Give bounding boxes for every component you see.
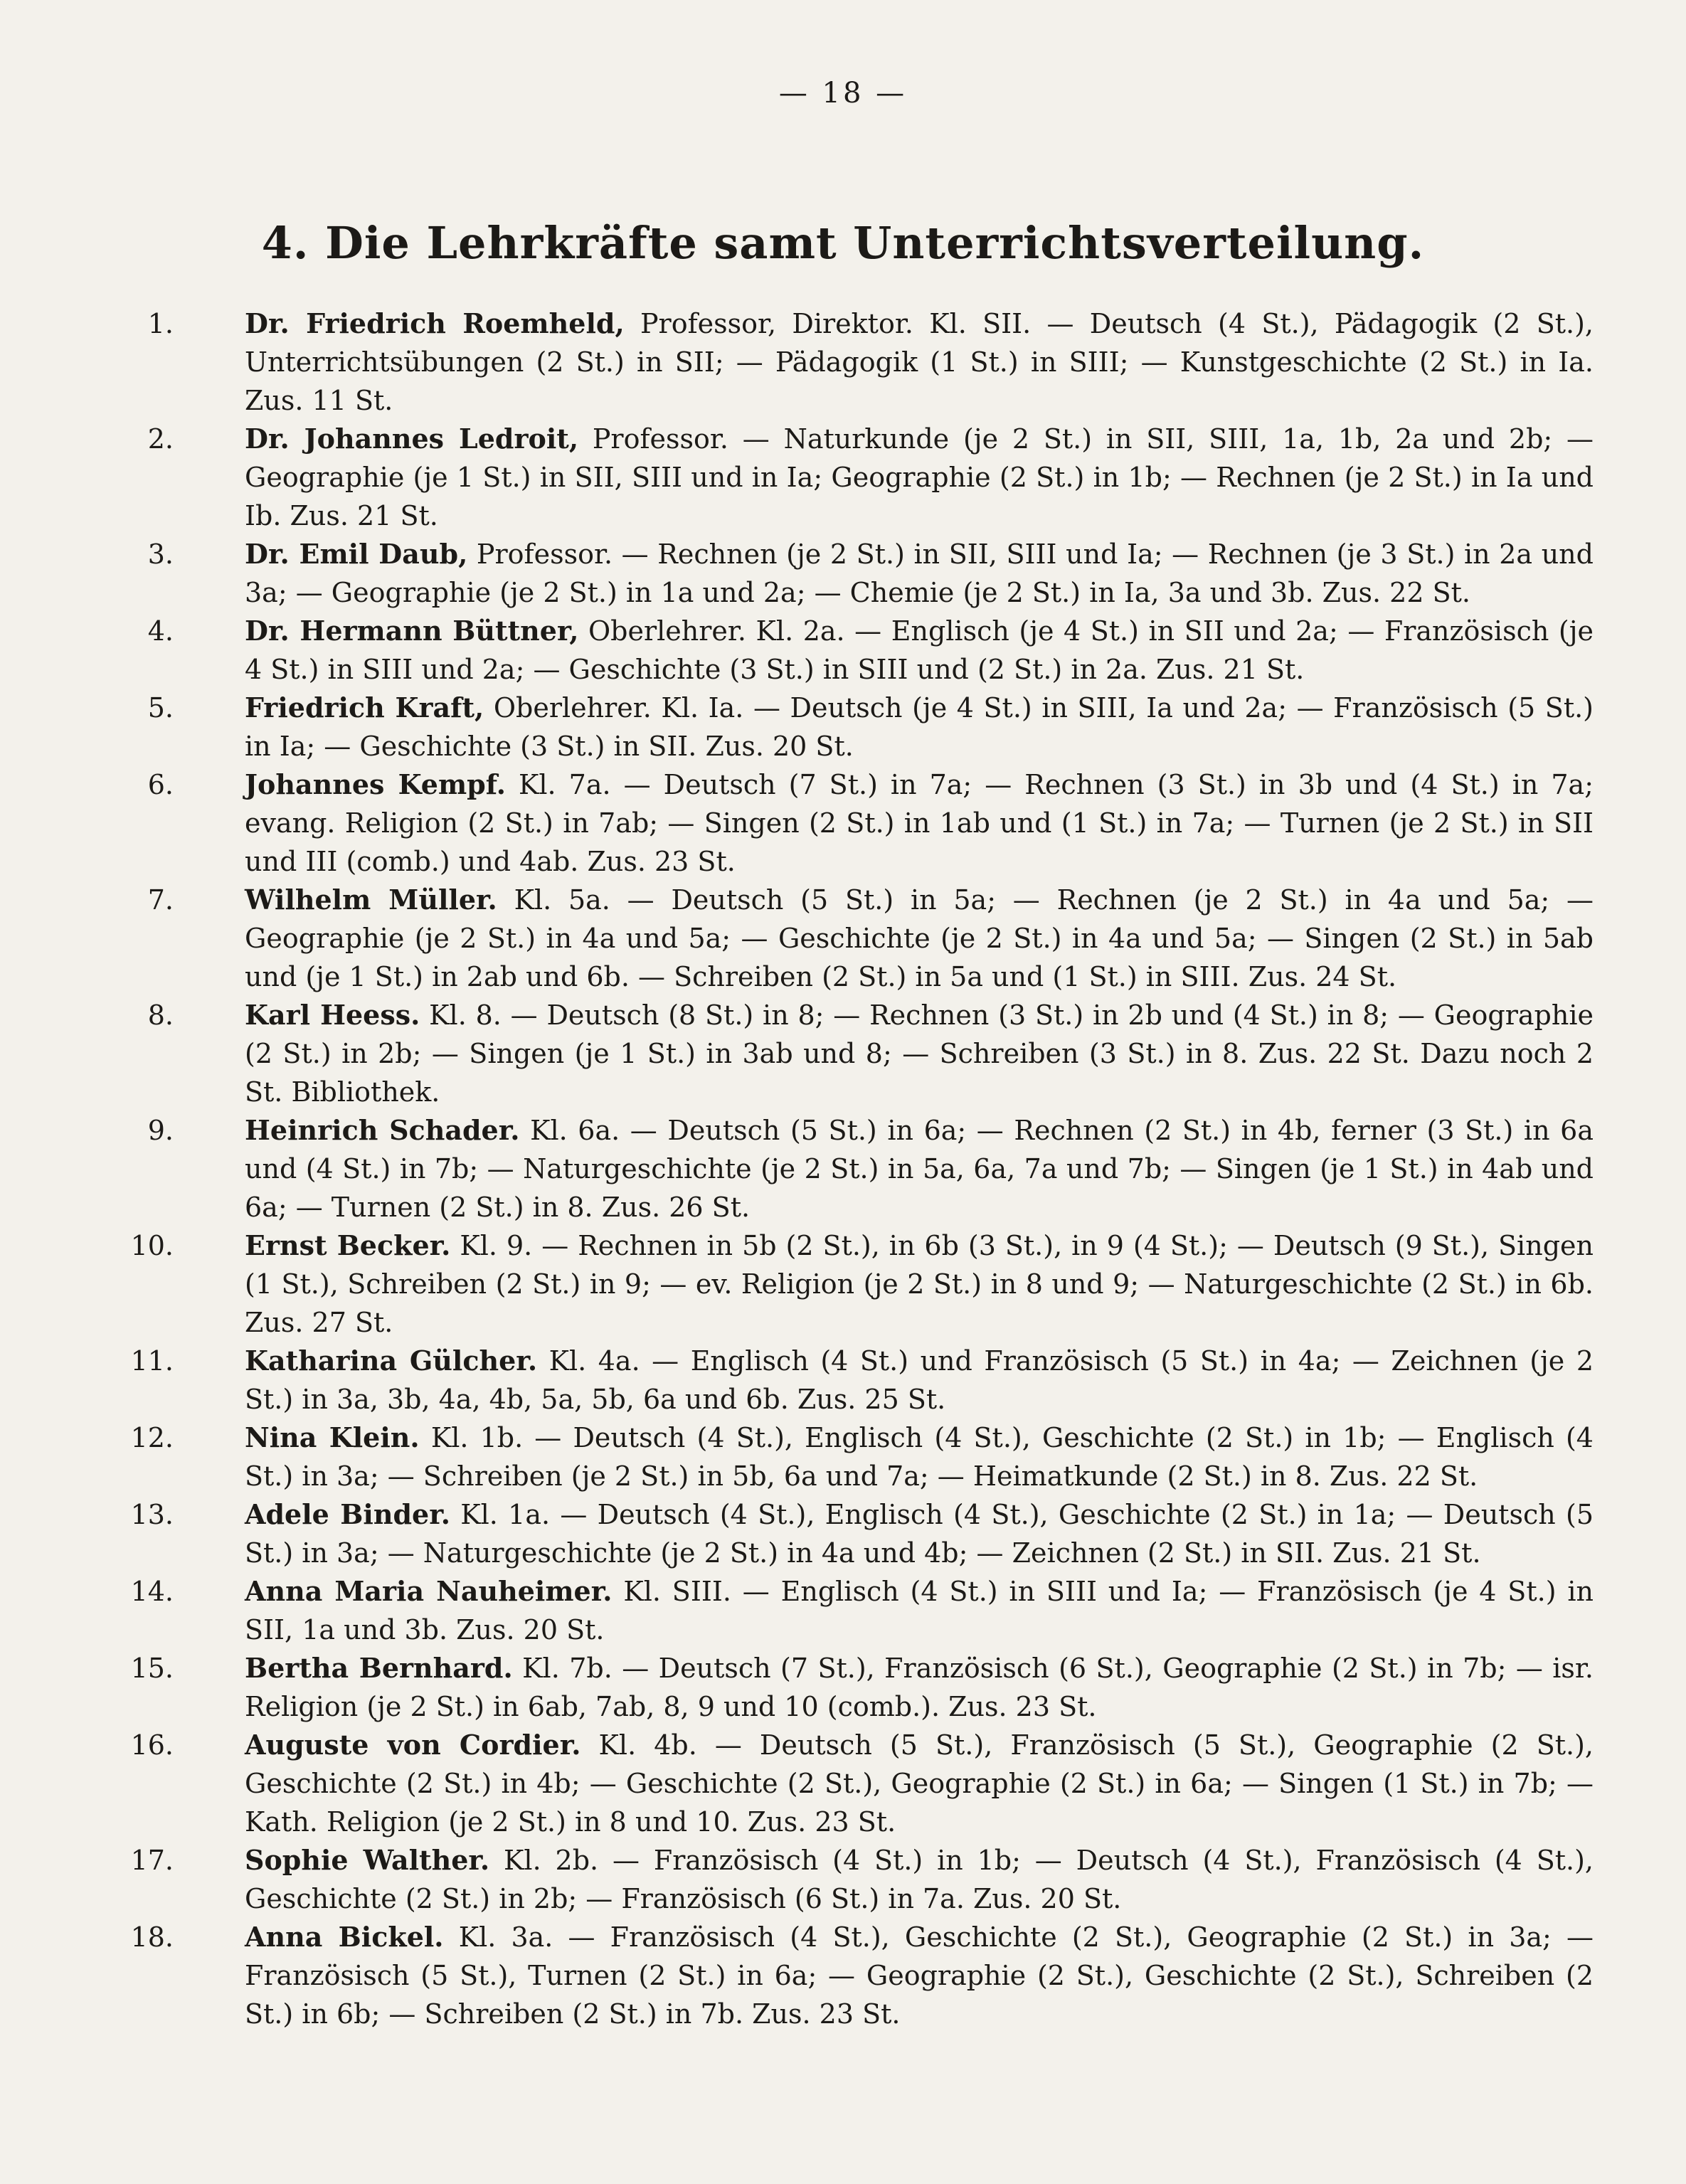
- teacher-entry: [85, 1226, 1594, 1342]
- teacher-entry: [85, 1111, 1594, 1226]
- entry-number: 7.: [147, 884, 174, 916]
- teacher-entry: [85, 535, 1594, 612]
- teacher-name: Adele Binder.: [245, 1498, 450, 1530]
- teacher-entry: [85, 1841, 1594, 1918]
- page-number: — 18 —: [778, 77, 908, 110]
- teacher-assignments: Kl. SIII. — Englisch (4 St.) in SIII und Ia; — Französisch (je 4 St.) in SII, 1a und 3b. Zus. 20 St.: [245, 1576, 1594, 1645]
- teacher-list: [85, 304, 1594, 2033]
- teacher-name: Auguste von Cordier.: [245, 1729, 581, 1761]
- teacher-assignments: Oberlehrer. Kl. Ia. — Deutsch (je 4 St.) in SIII, Ia und 2a; — Französisch (5 St.) in Ia; — Geschichte (3 St.) in SII. Zus. 20 St.: [245, 692, 1594, 762]
- entry-number: 2.: [147, 423, 174, 455]
- teacher-assignments: Professor, Direktor. Kl. SII. — Deutsch (4 St.), Pädagogik (2 St.), Unterrichtsübungen (2 St.) in SII; — Pädagogik (1 St.) in SIII; — Kunstgeschichte (2 St.) in Ia. Zus. 11 St.: [245, 308, 1594, 416]
- entry-number: 4.: [147, 615, 174, 647]
- teacher-name: Katharina Gülcher.: [245, 1345, 538, 1377]
- teacher-entry: [85, 1918, 1594, 2033]
- teacher-entry: [85, 612, 1594, 689]
- entry-number: 3.: [147, 539, 174, 570]
- teacher-assignments: Kl. 9. — Rechnen in 5b (2 St.), in 6b (3 St.), in 9 (4 St.); — Deutsch (9 St.), Singen (1 St.), Schreiben (2 St.) in 9; — ev. Religion (je 2 St.) in 8 und 9; — Naturgeschichte (2 St.) in 6b. Zus. 27 St.: [245, 1230, 1594, 1338]
- teacher-entry: [85, 1419, 1594, 1495]
- teacher-name: Ernst Becker.: [245, 1229, 451, 1261]
- entry-number: 10.: [130, 1230, 174, 1261]
- entry-number: 5.: [147, 692, 174, 723]
- teacher-name: Sophie Walther.: [245, 1844, 490, 1876]
- entry-number: 14.: [130, 1576, 174, 1607]
- teacher-entry: [85, 881, 1594, 996]
- teacher-entry: [85, 1572, 1594, 1649]
- teacher-assignments: Oberlehrer. Kl. 2a. — Englisch (je 4 St.) in SII und 2a; — Französisch (je 4 St.) in SIII und 2a; — Geschichte (3 St.) in SIII und (2 St.) in 2a. Zus. 21 St.: [245, 615, 1594, 685]
- teacher-name: Heinrich Schader.: [245, 1114, 520, 1146]
- teacher-name: Nina Klein.: [245, 1421, 420, 1453]
- teacher-assignments: Kl. 1b. — Deutsch (4 St.), Englisch (4 St.), Geschichte (2 St.) in 1b; — Englisch (4 St.) in 3a; — Schreiben (je 2 St.) in 5b, 6a und 7a; — Heimatkunde (2 St.) in 8. Zus. 22 St.: [245, 1422, 1594, 1492]
- teacher-assignments: Kl. 4a. — Englisch (4 St.) und Französisch (5 St.) in 4a; — Zeichnen (je 2 St.) in 3a, 3b, 4a, 4b, 5a, 5b, 6a und 6b. Zus. 25 St.: [245, 1345, 1594, 1415]
- teacher-name: Karl Heess.: [245, 999, 420, 1031]
- teacher-assignments: Kl. 6a. — Deutsch (5 St.) in 6a; — Rechnen (2 St.) in 4b, ferner (3 St.) in 6a und (4 St.) in 7b; — Naturgeschichte (je 2 St.) in 5a, 6a, 7a und 7b; — Singen (je 1 St.) in 4ab und 6a; — Turnen (2 St.) in 8. Zus. 26 St.: [245, 1115, 1594, 1223]
- teacher-assignments: Kl. 3a. — Französisch (4 St.), Geschichte (2 St.), Geographie (2 St.) in 3a; — Französisch (5 St.), Turnen (2 St.) in 6a; — Geographie (2 St.), Geschichte (2 St.), Schreiben (2 St.) in 6b; — Schreiben (2 St.) in 7b. Zus. 23 St.: [245, 1921, 1594, 2030]
- entry-number: 1.: [147, 308, 174, 339]
- teacher-assignments: Kl. 2b. — Französisch (4 St.) in 1b; — Deutsch (4 St.), Französisch (4 St.), Geschichte (2 St.) in 2b; — Französisch (6 St.) in 7a. Zus. 20 St.: [245, 1845, 1594, 1914]
- teacher-name: Johannes Kempf.: [245, 768, 506, 800]
- teacher-entry: [85, 765, 1594, 881]
- entry-number: 17.: [130, 1845, 174, 1876]
- section-title: 4. Die Lehrkräfte samt Unterrichtsverteilung.: [261, 217, 1425, 269]
- teacher-name: Anna Maria Nauheimer.: [245, 1575, 613, 1607]
- teacher-assignments: Kl. 7b. — Deutsch (7 St.), Französisch (6 St.), Geographie (2 St.) in 7b; — isr. Religion (je 2 St.) in 6ab, 7ab, 8, 9 und 10 (comb.). Zus. 23 St.: [245, 1653, 1594, 1722]
- teacher-assignments: Kl. 7a. — Deutsch (7 St.) in 7a; — Rechnen (3 St.) in 3b und (4 St.) in 7a; evang. Religion (2 St.) in 7ab; — Singen (2 St.) in 1ab und (1 St.) in 7a; — Turnen (je 2 St.) in SII und III (comb.) und 4ab. Zus. 23 St.: [245, 769, 1594, 877]
- entry-number: 13.: [130, 1499, 174, 1530]
- teacher-name: Dr. Hermann Büttner,: [245, 615, 579, 647]
- teacher-assignments: Professor. — Rechnen (je 2 St.) in SII, SIII und Ia; — Rechnen (je 3 St.) in 2a und 3a; — Geographie (je 2 St.) in 1a und 2a; — Chemie (je 2 St.) in Ia, 3a und 3b. Zus. 22 St.: [245, 539, 1594, 608]
- teacher-entry: [85, 304, 1594, 420]
- entry-number: 8.: [147, 1000, 174, 1031]
- teacher-name: Anna Bickel.: [245, 1921, 444, 1953]
- teacher-entry: [85, 1495, 1594, 1572]
- entry-number: 15.: [130, 1653, 174, 1684]
- teacher-name: Dr. Friedrich Roemheld,: [245, 307, 625, 339]
- teacher-name: Bertha Bernhard.: [245, 1652, 513, 1684]
- teacher-entry: [85, 420, 1594, 535]
- entry-number: 9.: [147, 1115, 174, 1146]
- teacher-assignments: Kl. 4b. — Deutsch (5 St.), Französisch (5 St.), Geographie (2 St.), Geschichte (2 St.) in 4b; — Geschichte (2 St.), Geographie (2 St.) in 6a; — Singen (1 St.) in 7b; — Kath. Religion (je 2 St.) in 8 und 10. Zus. 23 St.: [245, 1729, 1594, 1838]
- teacher-entry: [85, 689, 1594, 765]
- entry-number: 6.: [147, 769, 174, 800]
- teacher-name: Friedrich Kraft,: [245, 691, 484, 723]
- teacher-name: Wilhelm Müller.: [245, 884, 497, 916]
- teacher-name: Dr. Emil Daub,: [245, 538, 468, 570]
- entry-number: 12.: [130, 1422, 174, 1453]
- teacher-assignments: Kl. 5a. — Deutsch (5 St.) in 5a; — Rechnen (je 2 St.) in 4a und 5a; — Geographie (je 2 St.) in 4a und 5a; — Geschichte (je 2 St.) in 4a und 5a; — Singen (2 St.) in 5ab und (je 1 St.) in 2ab und 6b. — Schreiben (2 St.) in 5a und (1 St.) in SIII. Zus. 24 St.: [245, 884, 1594, 992]
- entry-number: 11.: [130, 1345, 174, 1377]
- teacher-entry: [85, 1649, 1594, 1726]
- teacher-entry: [85, 996, 1594, 1111]
- teacher-name: Dr. Johannes Ledroit,: [245, 423, 579, 455]
- teacher-assignments: Professor. — Naturkunde (je 2 St.) in SII, SIII, 1a, 1b, 2a und 2b; — Geographie (je 1 St.) in SII, SIII und in Ia; Geographie (2 St.) in 1b; — Rechnen (je 2 St.) in Ia und Ib. Zus. 21 St.: [245, 423, 1594, 531]
- teacher-assignments: Kl. 8. — Deutsch (8 St.) in 8; — Rechnen (3 St.) in 2b und (4 St.) in 8; — Geographie (2 St.) in 2b; — Singen (je 1 St.) in 3ab und 8; — Schreiben (3 St.) in 8. Zus. 22 St. Dazu noch 2 St. Bibliothek.: [245, 1000, 1594, 1108]
- entry-number: 18.: [130, 1921, 174, 1953]
- entry-number: 16.: [130, 1729, 174, 1761]
- teacher-entry: [85, 1342, 1594, 1419]
- teacher-entry: [85, 1726, 1594, 1841]
- teacher-assignments: Kl. 1a. — Deutsch (4 St.), Englisch (4 St.), Geschichte (2 St.) in 1a; — Deutsch (5 St.) in 3a; — Naturgeschichte (je 2 St.) in 4a und 4b; — Zeichnen (2 St.) in SII. Zus. 21 St.: [245, 1499, 1594, 1569]
